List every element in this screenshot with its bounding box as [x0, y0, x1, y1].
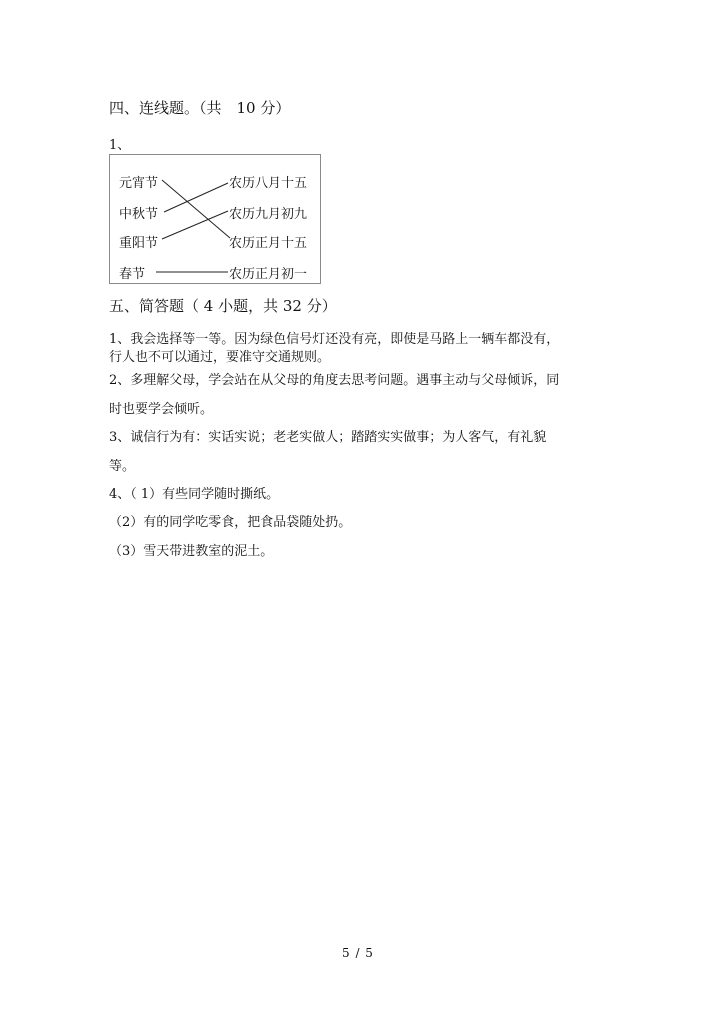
question1-label: 1、 — [109, 138, 131, 153]
page-number: 5 / 5 — [342, 946, 374, 960]
answer-line: （2）有的同学吃零食，把食品袋随处扔。 — [109, 515, 352, 530]
section4-title: 四、连线题。（共 10 分） — [109, 99, 291, 117]
right-item-3: 农历正月十五 — [229, 236, 308, 251]
match-line-1 — [162, 180, 230, 238]
answer-line: 时也要学会倾听。 — [109, 402, 214, 417]
answer-line: 4、（ 1）有些同学随时撕纸。 — [109, 487, 280, 502]
answer-line: 1、我会选择等一等。因为绿色信号灯还没有亮，即使是马路上一辆车都没有， — [109, 332, 560, 347]
answer-line: 等。 — [109, 459, 136, 474]
right-item-4: 农历正月初一 — [229, 267, 308, 282]
section5-title: 五、简答题（ 4 小题，共 32 分） — [109, 297, 337, 315]
match-line-2 — [164, 183, 228, 212]
left-item-3: 重阳节 — [119, 236, 159, 251]
matching-figure — [109, 154, 321, 284]
left-item-4: 春节 — [119, 267, 146, 282]
answer-line: 行人也不可以通过，要准守交通规则。 — [109, 350, 331, 365]
right-item-1: 农历八月十五 — [229, 176, 308, 191]
answer-line: （3）雪天带进教室的泥土。 — [109, 544, 274, 559]
answer-line: 3、诚信行为有：实话实说；老老实做人；踏踏实实做事；为人客气，有礼貌 — [109, 430, 547, 445]
left-item-2: 中秋节 — [119, 207, 159, 222]
left-item-1: 元宵节 — [119, 176, 159, 191]
right-item-2: 农历九月初九 — [229, 207, 308, 222]
match-line-3 — [162, 211, 228, 239]
answer-line: 2、多理解父母，学会站在从父母的角度去思考问题。遇事主动与父母倾诉，同 — [109, 373, 560, 388]
